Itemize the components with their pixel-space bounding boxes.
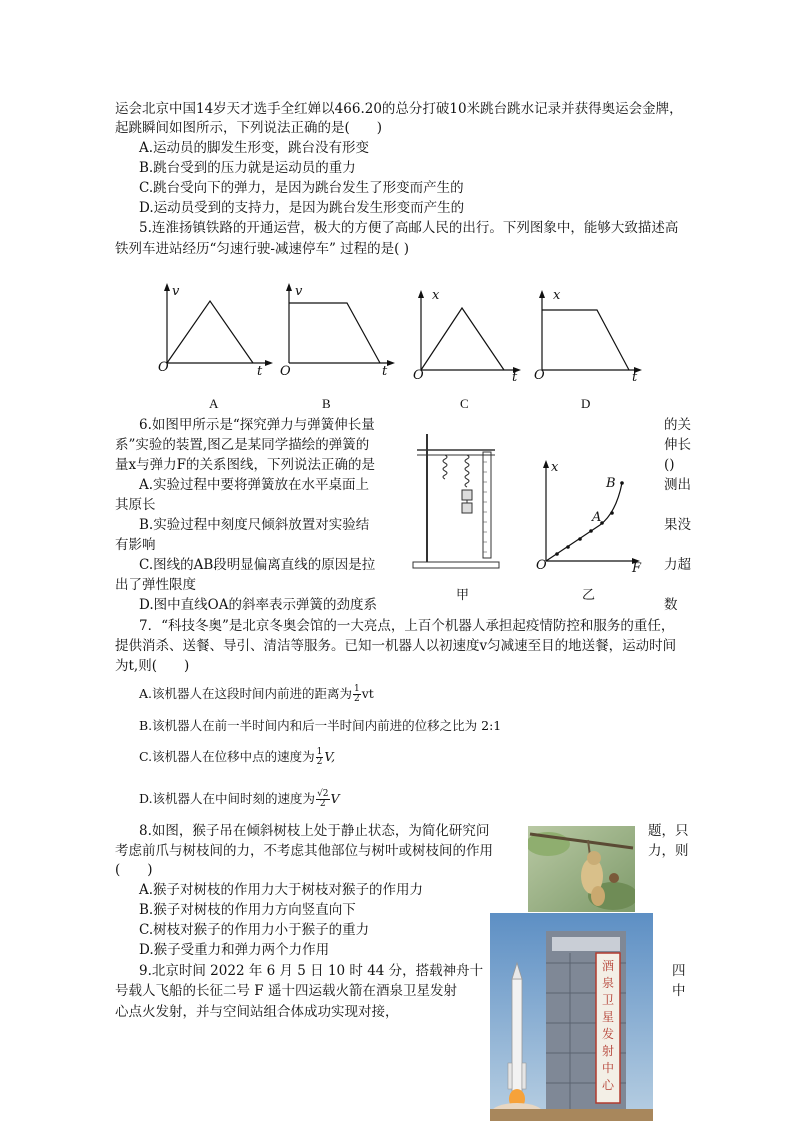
- q6-left-0: 6.如图甲所示是“探究弹力与弹簧伸长量: [139, 417, 375, 433]
- graph-b-caption: B: [322, 396, 331, 411]
- q9-stem-line1: 9.北京时间 2022 年 6 月 5 日 10 时 44 分，搭载神舟十: [139, 963, 484, 979]
- q7-stem-line3: 为t,则( ): [115, 658, 190, 674]
- q6-left-6: 有影响: [115, 537, 156, 553]
- fraction: $\frac{√2}{2}$: [317, 789, 329, 809]
- q6-left-2: 量x与弹力F的关系图线，下列说法正确的是: [115, 457, 375, 473]
- q4-option-a: A.运动员的脚发生形变，跳台没有形变: [139, 140, 370, 156]
- graph-d-xlabel: t: [632, 370, 638, 385]
- q9-stem-line1-right: 四: [672, 963, 686, 979]
- q8-stem-line3: ( ): [115, 862, 153, 878]
- fig-yi-label: 乙: [582, 587, 596, 602]
- graph-c-origin: O: [413, 368, 424, 383]
- q4-stem-line2: 起跳瞬间如图所示，下列说法正确的是( ): [115, 120, 383, 136]
- q8-stem-line2: 考虑前爪与树枝间的力，不考虑其他部位与树叶或树枝间的作用: [115, 843, 493, 859]
- q6-left-1: 系”实验的装置,图乙是某同学描绘的弹簧的: [115, 437, 370, 453]
- q7-option-d: D.该机器人在中间时刻的速度为 $\frac{√2}{2}$ V: [139, 789, 340, 809]
- graph-d-ylabel: x: [553, 288, 561, 303]
- q6-right-6: 数: [664, 597, 678, 613]
- graph-a-xlabel: t: [257, 364, 263, 379]
- q4-option-b: B.跳台受到的压力就是运动员的重力: [139, 160, 356, 176]
- graph-yi-point-b: B: [606, 476, 616, 491]
- graph-d-caption: D: [581, 396, 591, 411]
- graph-yi-ylabel: x: [551, 460, 559, 475]
- q6-right-1: 伸长: [664, 437, 691, 453]
- graph-b-xlabel: t: [382, 364, 388, 379]
- q4-option-d: D.运动员受到的支持力，是因为跳台发生形变而产生的: [139, 200, 465, 216]
- graph-a-origin: O: [158, 360, 169, 375]
- q5-stem-line1: 5.连淮扬镇铁路的开通运营，极大的方便了高邮人民的出行。下列图象中，能够大致描述高: [139, 220, 679, 236]
- rocket-launch-photo: [490, 913, 653, 1121]
- q6-left-5: B.实验过程中刻度尺倾斜放置对实验结: [139, 517, 370, 533]
- q8-stem-line1: 8.如图，猴子吊在倾斜树枝上处于静止状态，为简化研究问: [139, 823, 490, 839]
- q4-stem-line1: 运会北京中国14岁天才选手全红婵以466.20的总分打破10米跳台跳水记录并获得奥运会金牌，: [115, 101, 683, 117]
- q6-left-9: D.图中直线OA的斜率表示弹簧的劲度系: [139, 597, 377, 613]
- q8-option-d: D.猴子受重力和弹力两个力作用: [139, 942, 330, 958]
- q4-option-c: C.跳台受向下的弹力，是因为跳台发生了形变而产生的: [139, 180, 464, 196]
- q6-right-0: 的关: [664, 417, 691, 433]
- graph-c-ylabel: x: [432, 288, 440, 303]
- q9-stem-line3: 心点火发射，并与空间站组合体成功实现对接，: [115, 1004, 399, 1020]
- graph-a-ylabel: v: [172, 284, 180, 299]
- q8-stem-line1-right: 题，只: [648, 823, 689, 839]
- q5-stem-line2: 铁列车进站经历“匀速行驶-减速停车” 过程的是( ): [115, 241, 409, 257]
- graph-c-caption: C: [460, 396, 469, 411]
- q8-option-c: C.树枝对猴子的作用力小于猴子的重力: [139, 922, 370, 938]
- q7-stem-line2: 提供消杀、送餐、导引、清洁等服务。已知一机器人以初速度v匀减速至目的地送餐，运动时间: [115, 638, 677, 654]
- graph-yi-point-a: A: [592, 510, 602, 525]
- q6-right-2: (): [664, 457, 675, 473]
- tower-sign-text: 酒泉卫星发射中心: [601, 959, 614, 1092]
- q8-stem-line2-right: 力，则: [648, 843, 689, 859]
- q6-left-7: C.图线的AB段明显偏离直线的原因是拉: [139, 557, 376, 573]
- q8-option-a: A.猴子对树枝的作用力大于树枝对猴子的作用力: [139, 882, 424, 898]
- graph-b-origin: O: [280, 364, 291, 379]
- monkey-on-branch-photo: [528, 826, 635, 912]
- graph-a-caption: A: [209, 396, 219, 411]
- graph-yi-xlabel: F: [632, 561, 642, 576]
- x-f-graph: [530, 455, 650, 570]
- q9-stem-line2-right: 中: [672, 983, 686, 999]
- q6-left-4: 其原长: [115, 497, 156, 513]
- fraction: $\frac{1}{2}$: [316, 747, 323, 767]
- q7-option-a: A.该机器人在这段时间内前进的距离为 $\frac{1}{2}$ vt: [139, 684, 374, 704]
- q6-right-3: 测出: [664, 477, 691, 493]
- q6-left-3: A.实验过程中要将弹簧放在水平桌面上: [139, 477, 370, 493]
- q6-right-5: 力超: [664, 557, 691, 573]
- q7-option-c: C.该机器人在位移中点的速度为 $\frac{1}{2}$ V,: [139, 747, 336, 767]
- q8-option-b: B.猴子对树枝的作用力方向竖直向下: [139, 902, 356, 918]
- fraction: $\frac{1}{2}$: [354, 684, 360, 704]
- spring-apparatus-figure: [405, 430, 515, 580]
- graph-c-xlabel: t: [512, 370, 518, 385]
- fig-jia-label: 甲: [456, 587, 470, 602]
- q7-option-b: B.该机器人在前一半时间内和后一半时间内前进的位移之比为 2:1: [139, 718, 502, 733]
- graph-yi-origin: O: [536, 558, 547, 573]
- q6-right-4: 果没: [664, 517, 691, 533]
- q7-stem-line1: 7．“科技冬奥”是北京冬奥会馆的一大亮点，上百个机器人承担起疫情防控和服务的重任，: [139, 618, 675, 634]
- graph-d-origin: O: [534, 368, 545, 383]
- graph-b-ylabel: v: [295, 284, 303, 299]
- q9-stem-line2: 号载人飞船的长征二号 F 遥十四运载火箭在酒泉卫星发射: [115, 983, 457, 999]
- q6-left-8: 出了弹性限度: [115, 577, 196, 593]
